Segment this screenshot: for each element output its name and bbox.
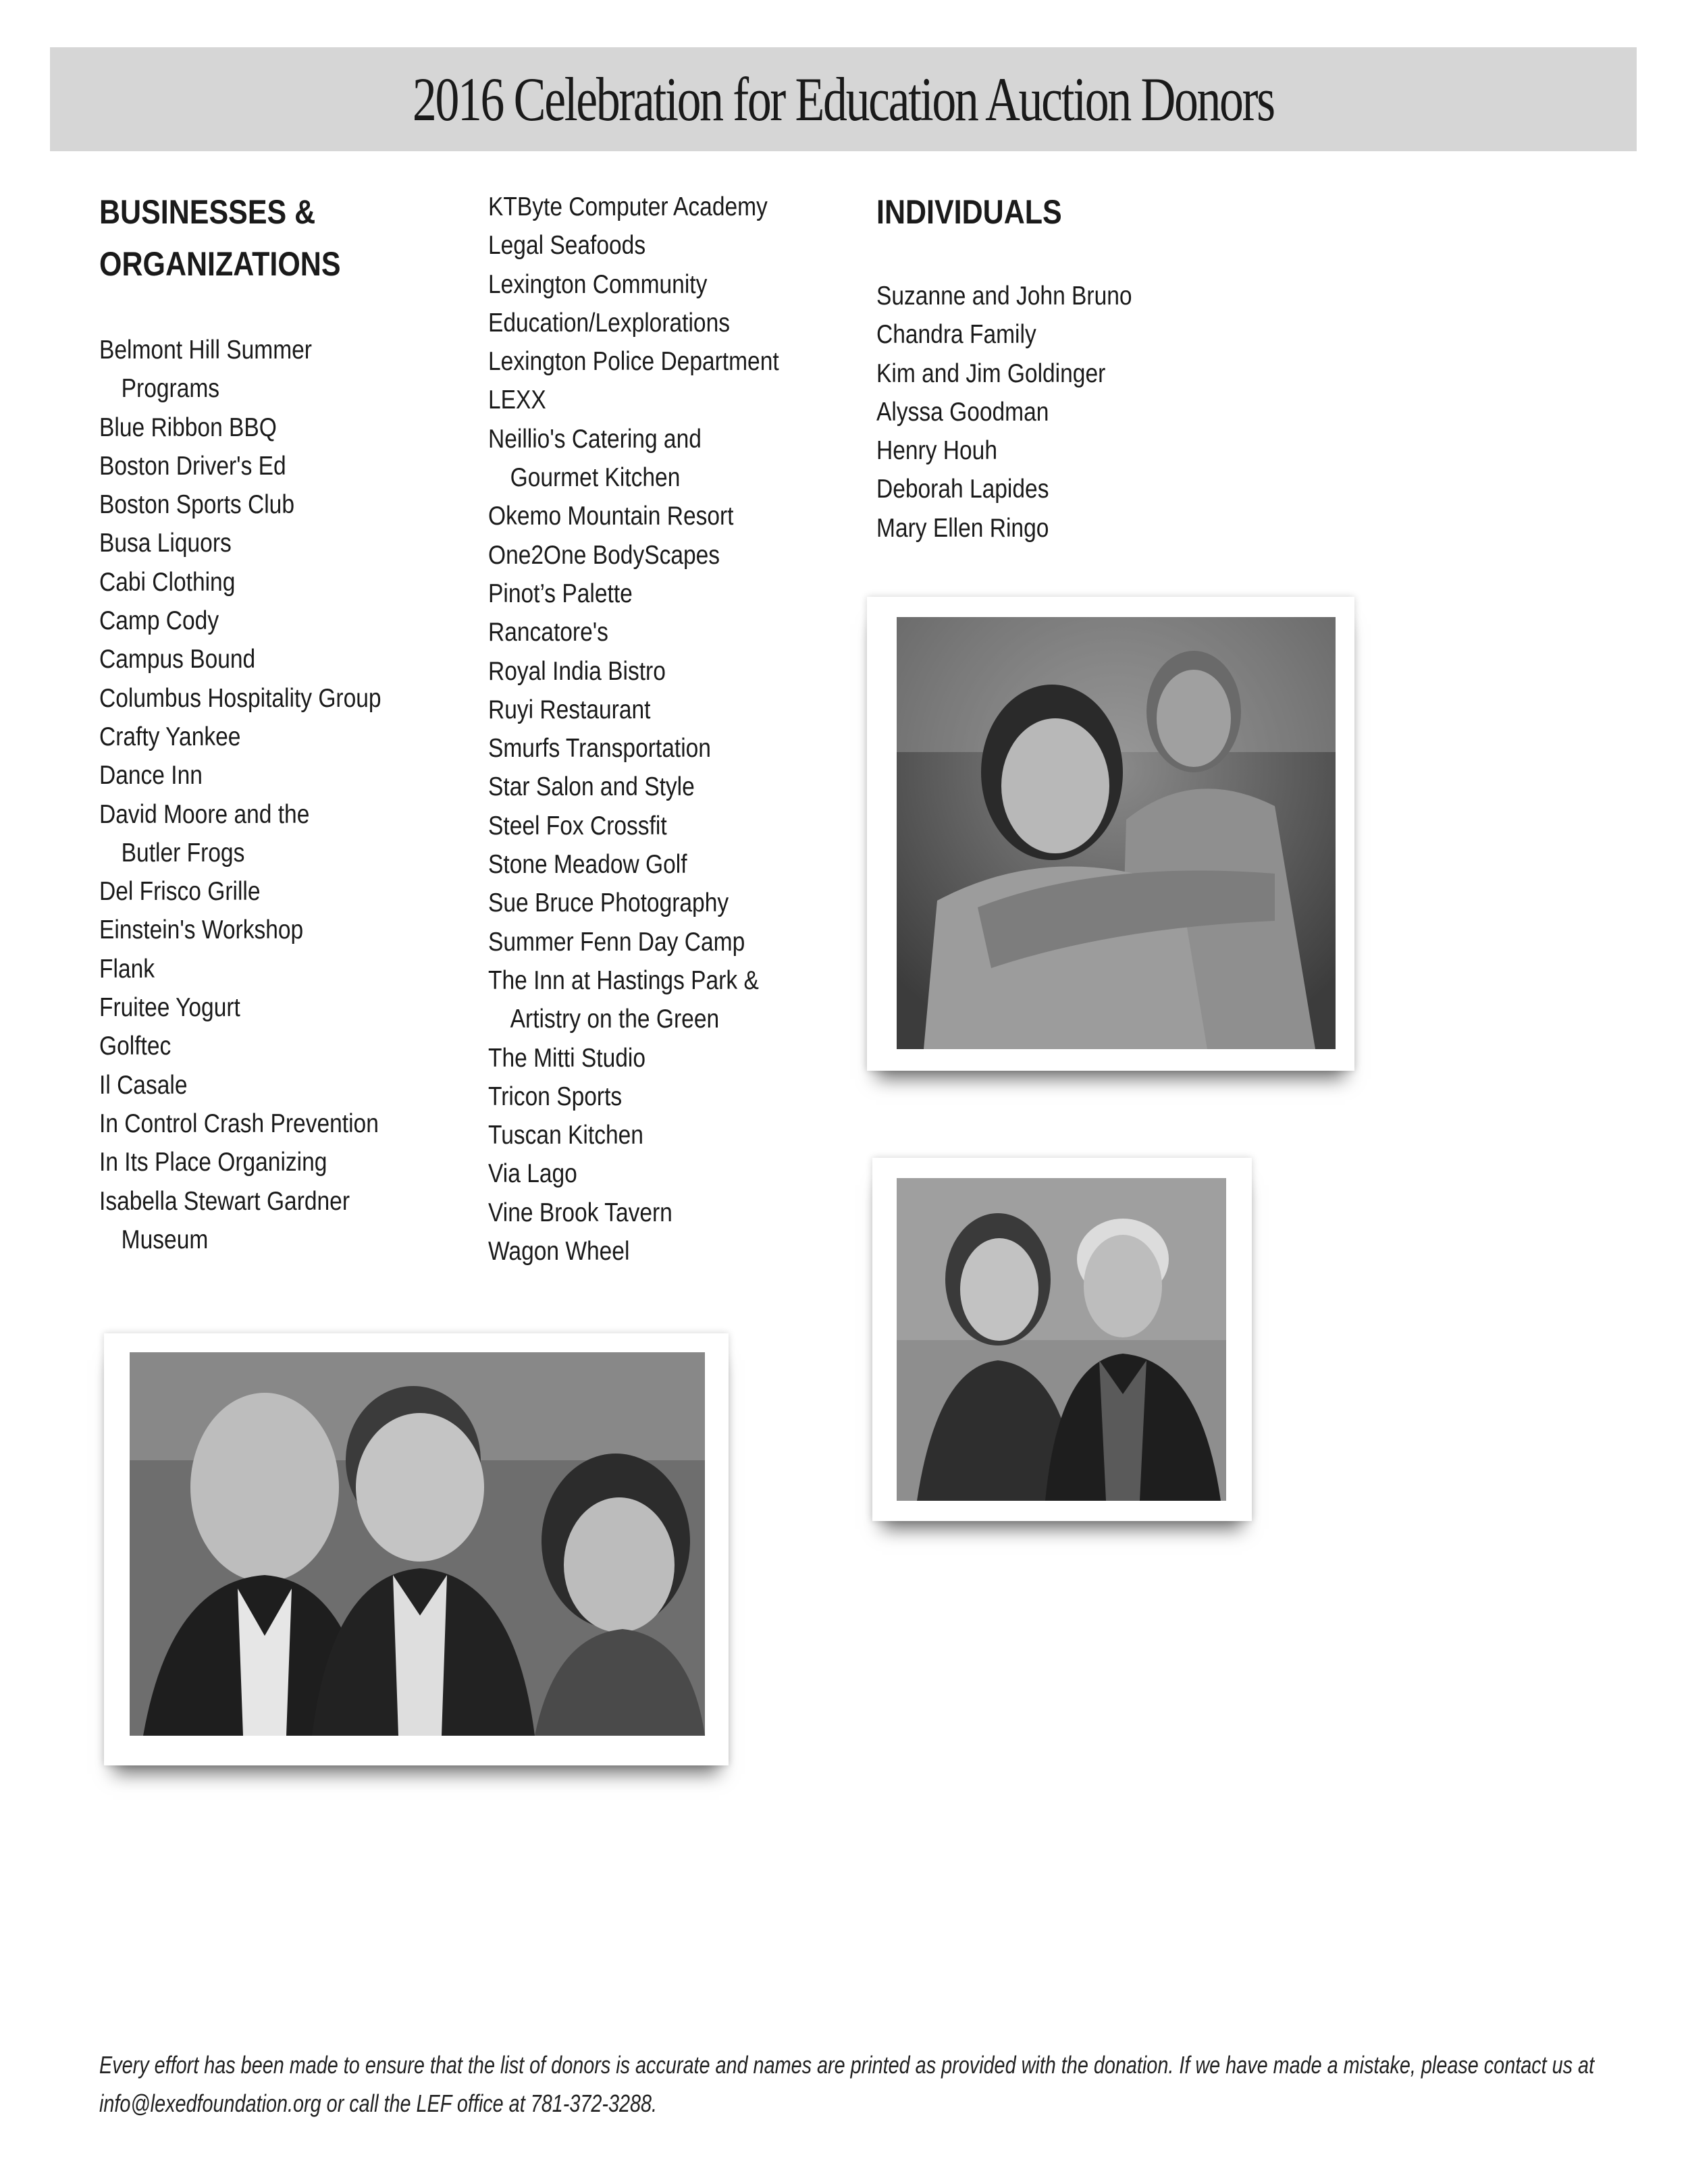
business-donor-name: Ruyi Restaurant (488, 695, 651, 724)
business-donor (488, 1232, 779, 1271)
business-donor-name: Via Lago (488, 1159, 577, 1189)
business-donor-name: Camp Cody (99, 606, 219, 636)
individual-donor (876, 470, 1132, 508)
business-donor (99, 1027, 381, 1065)
business-donor-continuation: Museum (121, 1225, 209, 1254)
business-donor (488, 304, 779, 342)
business-donor-name: In Control Crash Prevention (99, 1109, 379, 1138)
business-donor (488, 1039, 779, 1077)
business-donor (488, 961, 779, 1039)
business-donor-name: Del Frisco Grille (99, 877, 261, 907)
business-donor-name: Pinot’s Palette (488, 579, 633, 608)
business-donor-name: Il Casale (99, 1070, 188, 1100)
individuals-heading: INDIVIDUALS (876, 193, 1062, 231)
business-donor-name: KTByte Computer Academy (488, 192, 768, 221)
business-donor (488, 884, 779, 922)
business-donor-name: Tuscan Kitchen (488, 1121, 643, 1150)
business-donor-continuation: Programs (121, 374, 220, 404)
disclaimer-line-2: info@lexedfoundation.org or call the LEF office at 781-372-3288. (99, 2089, 658, 2117)
business-donor-name: Star Salon and Style (488, 772, 695, 802)
business-donor-name: Lexington Community (488, 269, 708, 299)
business-donor (99, 756, 381, 795)
business-donor-name: Columbus Hospitality Group (99, 683, 381, 713)
individual-donor (876, 354, 1132, 393)
business-donor (488, 691, 779, 729)
business-donor (488, 729, 779, 768)
dancers-photo-image (897, 617, 1336, 1049)
business-donor-name: Flank (99, 954, 155, 984)
business-donor (488, 652, 779, 691)
business-donor-name: Vine Brook Tavern (488, 1198, 672, 1227)
business-donor (488, 1116, 779, 1154)
business-donor-name: Crafty Yankee (99, 722, 241, 751)
business-donor (488, 1154, 779, 1193)
business-donor-name: One2One BodyScapes (488, 540, 720, 570)
business-donor-continuation: Gourmet Kitchen (510, 463, 681, 493)
individuals-list (876, 277, 1132, 548)
businesses-heading (99, 186, 341, 290)
disclaimer-line-1: Every effort has been made to ensure that the list of donors is accurate and names are printed as provided with the donation. If we have made a mistake, please contact us at (99, 2051, 1595, 2079)
business-donor (99, 1182, 381, 1260)
business-donor-name: Blue Ribbon BBQ (99, 412, 277, 442)
businesses-list-column-1 (99, 331, 381, 1259)
business-donor (488, 575, 779, 613)
business-donor (99, 485, 381, 524)
business-donor-name: Fruitee Yogurt (99, 993, 240, 1023)
business-donor (99, 795, 381, 873)
business-donor-name: Smurfs Transportation (488, 734, 711, 764)
individual-donor (876, 315, 1132, 354)
individual-donor (876, 277, 1132, 315)
page-title: 2016 Celebration for Education Auction Donors (413, 65, 1274, 134)
business-donor (99, 1066, 381, 1104)
business-donor (99, 563, 381, 602)
photo-group (104, 1333, 729, 1765)
business-donor (99, 602, 381, 640)
businesses-heading-line1: BUSINESSES & (99, 193, 316, 231)
business-donor-name: Summer Fenn Day Camp (488, 927, 745, 957)
individual-donor (876, 509, 1132, 548)
business-donor (99, 640, 381, 678)
business-donor (99, 447, 381, 485)
business-donor (488, 265, 779, 304)
title-banner (50, 47, 1637, 151)
business-donor (99, 679, 381, 718)
individual-donor-name: Henry Houh (876, 436, 997, 466)
business-donor-name: Cabi Clothing (99, 567, 236, 597)
business-donor (488, 768, 779, 806)
business-donor-name: Einstein's Workshop (99, 915, 304, 945)
individual-donor (876, 393, 1132, 431)
business-donor-name: Stone Meadow Golf (488, 850, 687, 880)
disclaimer-footer (99, 2046, 1639, 2123)
couple-photo-image (897, 1178, 1226, 1501)
business-donor-name: Golftec (99, 1032, 172, 1061)
business-donor-continuation: Butler Frogs (121, 838, 245, 868)
business-donor-name: Okemo Mountain Resort (488, 502, 734, 531)
business-donor (488, 188, 779, 226)
business-donor-name: In Its Place Organizing (99, 1148, 327, 1177)
business-donor-name: Tricon Sports (488, 1082, 623, 1111)
business-donor-name: The Mitti Studio (488, 1043, 646, 1073)
business-donor-name: Campus Bound (99, 645, 256, 674)
business-donor (99, 524, 381, 562)
individual-donor-name: Alyssa Goodman (876, 397, 1049, 427)
business-donor-name: Dance Inn (99, 761, 203, 791)
business-donor (99, 872, 381, 911)
business-donor-name: Isabella Stewart Gardner (99, 1186, 350, 1216)
business-donor-name: David Moore and the (99, 799, 310, 829)
individual-donor-name: Suzanne and John Bruno (876, 282, 1132, 311)
business-donor (488, 1194, 779, 1232)
individual-donor (876, 431, 1132, 470)
business-donor-name: Legal Seafoods (488, 231, 646, 261)
business-donor (488, 536, 779, 575)
business-donor (488, 497, 779, 535)
business-donor (99, 1143, 381, 1181)
business-donor (99, 408, 381, 447)
business-donor-name: Busa Liquors (99, 529, 232, 558)
business-donor (99, 1104, 381, 1143)
business-donor (488, 1077, 779, 1116)
business-donor-name: Wagon Wheel (488, 1237, 630, 1267)
business-donor-name: The Inn at Hastings Park & (488, 965, 759, 995)
business-donor (99, 718, 381, 756)
individual-donor-name: Chandra Family (876, 320, 1036, 350)
individual-donor-name: Mary Ellen Ringo (876, 513, 1049, 543)
businesses-list-column-2 (488, 188, 779, 1271)
business-donor (99, 950, 381, 988)
business-donor-name: Belmont Hill Summer (99, 336, 312, 365)
business-donor (488, 226, 779, 265)
photo-dancers (867, 597, 1354, 1071)
business-donor-name: Sue Bruce Photography (488, 888, 729, 918)
business-donor (99, 988, 381, 1027)
business-donor-name: Lexington Police Department (488, 347, 779, 377)
business-donor (488, 342, 779, 381)
individual-donor-name: Deborah Lapides (876, 475, 1049, 504)
businesses-heading-line2: ORGANIZATIONS (99, 245, 341, 283)
business-donor-name: Education/Lexplorations (488, 308, 731, 338)
business-donor (488, 845, 779, 884)
business-donor (488, 420, 779, 498)
business-donor (488, 807, 779, 845)
business-donor-name: LEXX (488, 385, 546, 415)
business-donor-name: Boston Sports Club (99, 490, 294, 520)
business-donor-name: Royal India Bistro (488, 656, 666, 686)
business-donor-continuation: Artistry on the Green (510, 1005, 720, 1034)
business-donor (488, 613, 779, 651)
business-donor (488, 923, 779, 961)
group-photo-image (130, 1352, 705, 1736)
photo-couple (872, 1158, 1252, 1521)
business-donor-name: Neillio's Catering and (488, 424, 702, 454)
individual-donor-name: Kim and Jim Goldinger (876, 358, 1106, 388)
business-donor (488, 381, 779, 419)
business-donor (99, 911, 381, 949)
business-donor-name: Boston Driver's Ed (99, 451, 286, 481)
business-donor (99, 331, 381, 408)
business-donor-name: Steel Fox Crossfit (488, 811, 667, 841)
business-donor-name: Rancatore's (488, 618, 608, 647)
